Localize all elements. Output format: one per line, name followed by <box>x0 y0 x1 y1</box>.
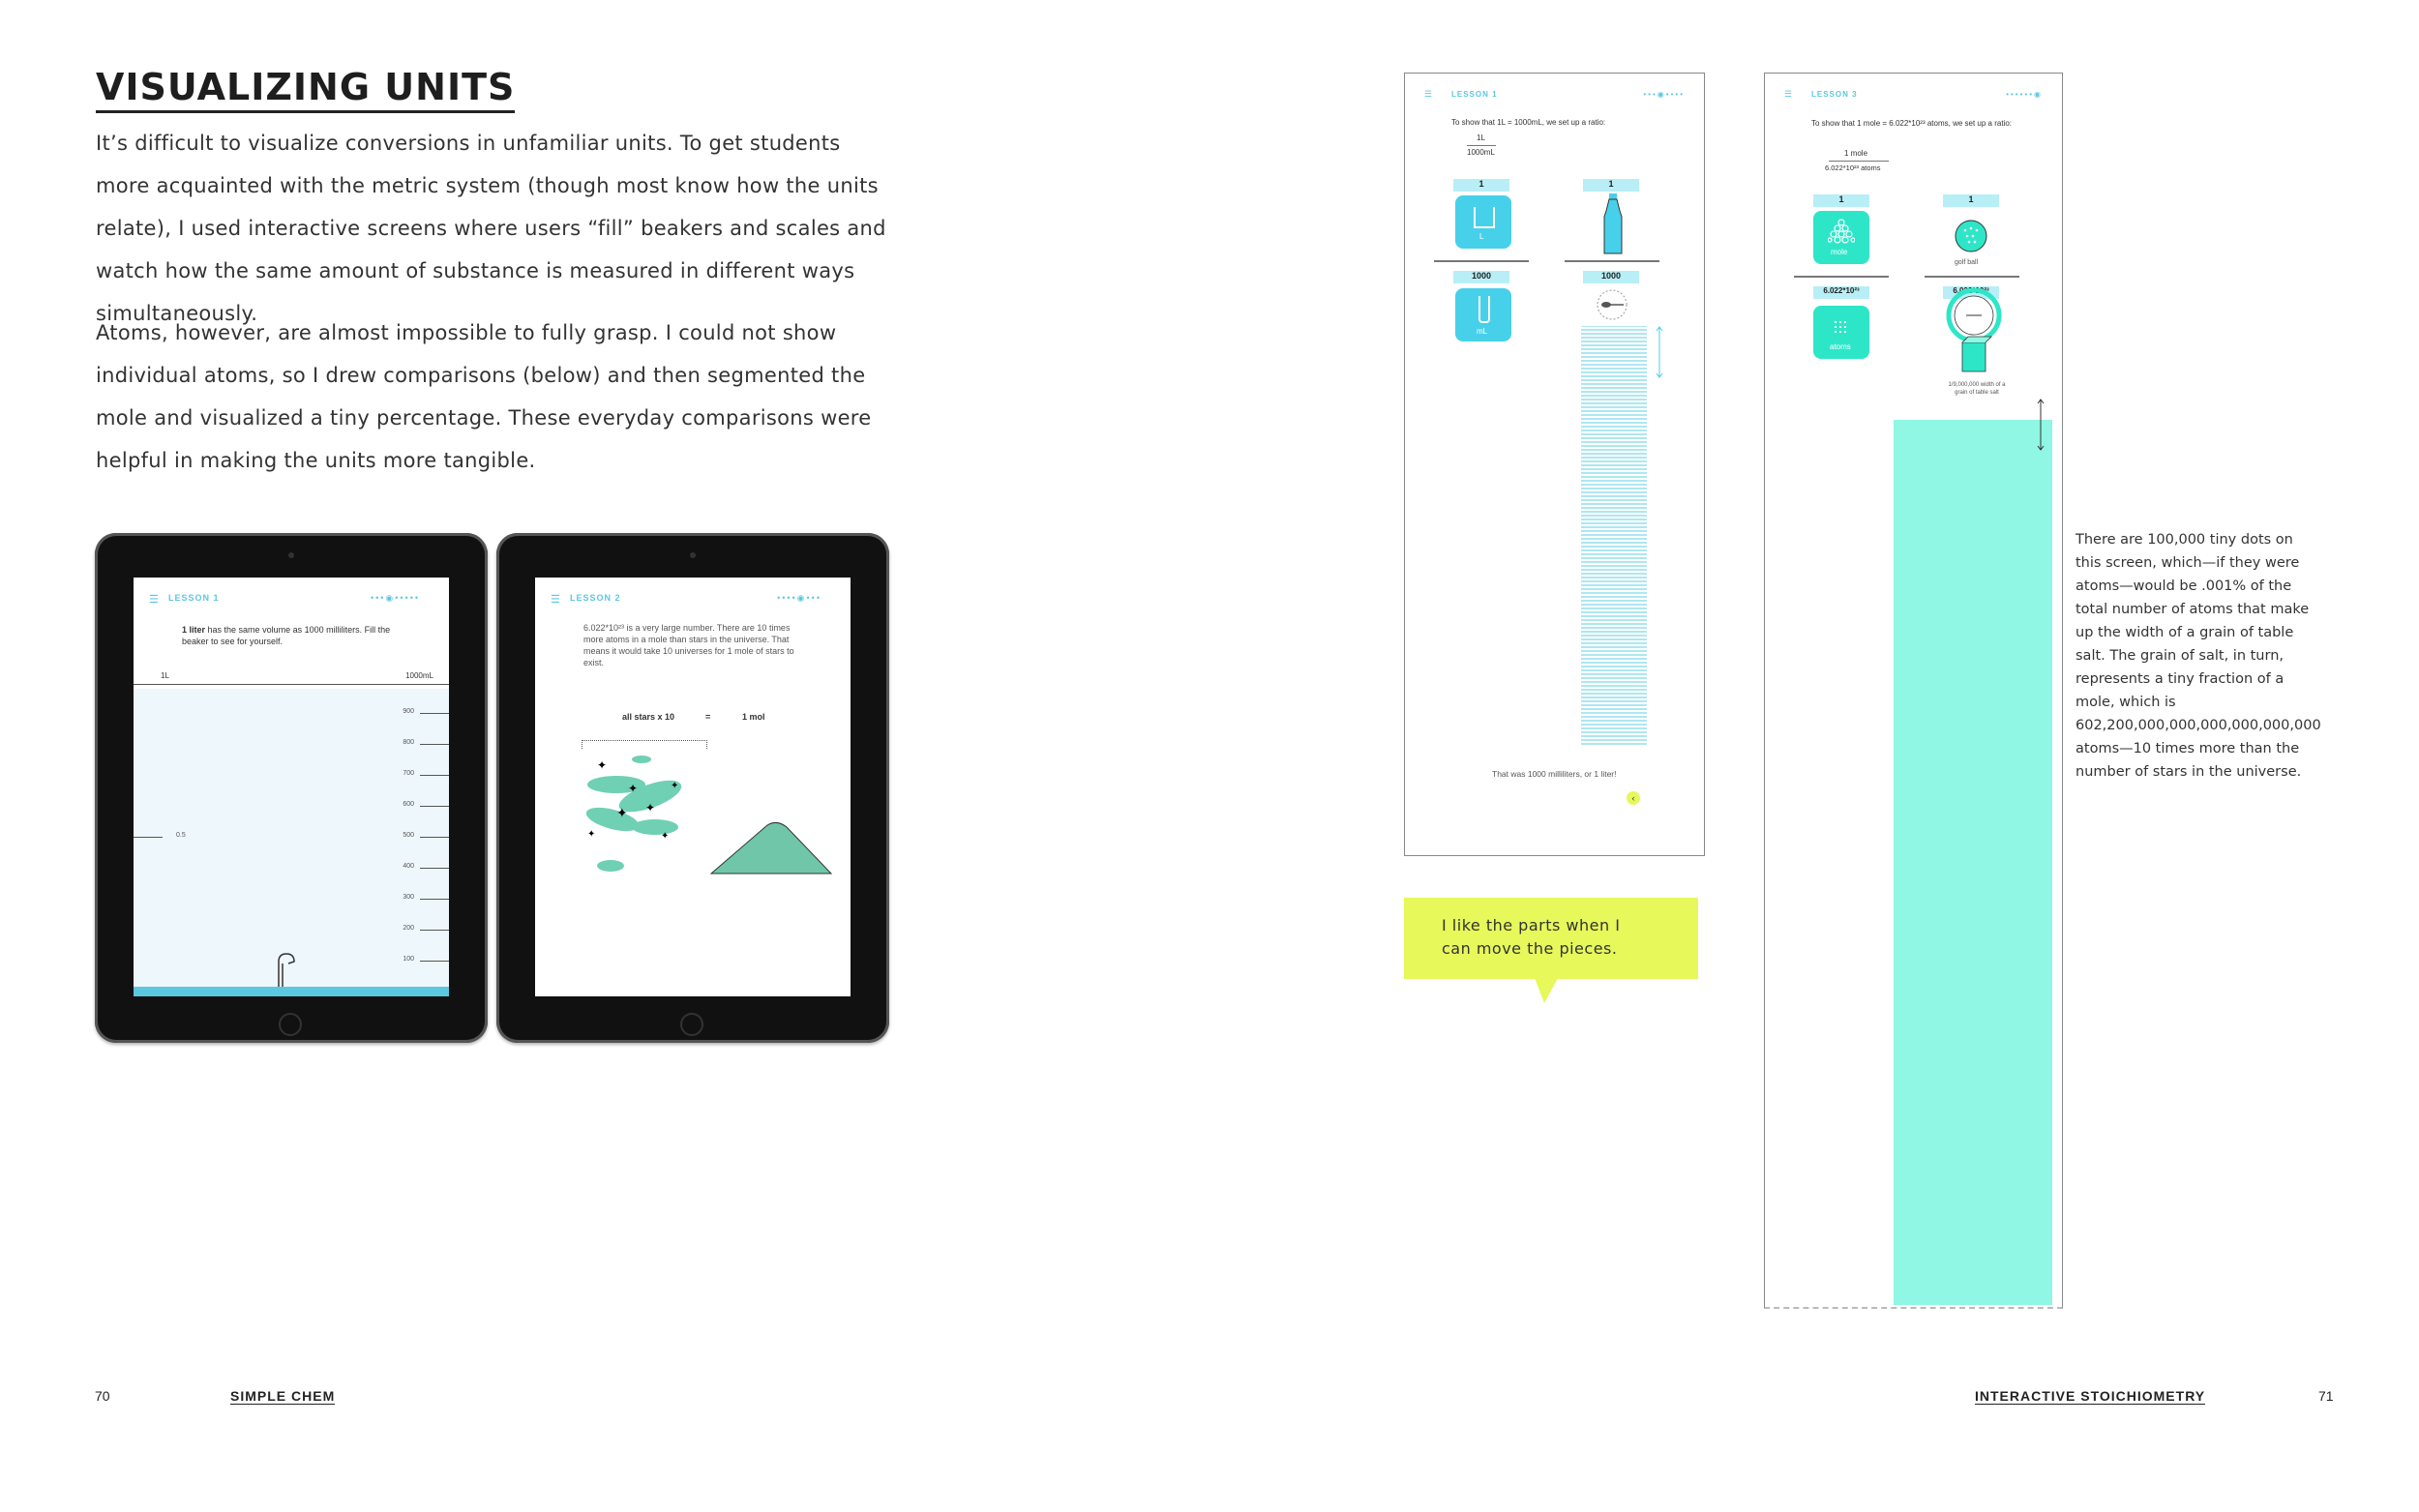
camera-icon <box>690 552 696 558</box>
speech-bubble-text: I like the parts when I can move the pieces. <box>1442 916 1621 958</box>
beaker-left-label: 1L <box>161 671 169 680</box>
salt-grain-magnifier-icon[interactable] <box>1945 288 2003 375</box>
svg-text:✦: ✦ <box>671 781 679 791</box>
pile-icon <box>709 819 835 877</box>
ratio-intro: To show that 1 mole = 6.022*10²³ atoms, we set up a ratio: <box>1811 119 2012 128</box>
ratio-bottom: 1000mL <box>1467 148 1495 157</box>
tablet-lesson-2 <box>496 533 889 1043</box>
lesson-instructions: 1 liter has the same volume as 1000 milliliters. Fill the beaker to see for yourself. <box>182 625 391 646</box>
running-head-left: SIMPLE CHEM <box>230 1388 336 1404</box>
progress-dots-icon: •••◉••••• <box>370 593 420 603</box>
mole-icon[interactable]: mole <box>1813 211 1869 264</box>
golf-ball-icon[interactable] <box>1954 219 1988 253</box>
count-label: 1 <box>1583 179 1639 192</box>
ratio-bottom: 6.022*10²³ atoms <box>1825 163 1881 172</box>
lesson-header <box>551 578 841 607</box>
progress-dots-icon: •••◉•••• <box>1643 90 1685 99</box>
home-button[interactable] <box>680 1013 703 1036</box>
home-button[interactable] <box>279 1013 302 1036</box>
water-level <box>134 987 449 996</box>
lesson-label: LESSON 2 <box>570 593 621 603</box>
beaker-fill-area[interactable]: 900 800 700 600 500 400 300 200 100 0.5 <box>134 689 449 996</box>
lesson-label: LESSON 1 <box>1451 90 1498 99</box>
salt-grain-label: 1/9,000,000 width of a grain of table salt <box>1948 382 2006 396</box>
ratio-top: 1 mole <box>1844 149 1868 158</box>
tablet-lesson-1 <box>95 533 488 1043</box>
progress-dots-icon: ••••◉••• <box>777 593 821 603</box>
galaxy-icon[interactable] <box>578 750 703 885</box>
half-mark-label: 0.5 <box>176 832 186 839</box>
count-label: 1000 <box>1453 271 1509 283</box>
atoms-dot-column <box>1894 420 2052 1305</box>
faucet-icon[interactable] <box>275 950 298 989</box>
golf-ball-label: golf ball <box>1955 259 1979 266</box>
svg-text:✦: ✦ <box>587 829 596 840</box>
svg-text:✦: ✦ <box>597 758 608 772</box>
beaker-milliliter-icon[interactable]: mL <box>1455 288 1511 341</box>
scroll-arrow-icon[interactable] <box>1655 325 1664 379</box>
atoms-paragraph: Atoms, however, are almost impossible to fully grasp. I could not show individual atoms, so I drew comparisons (below) and then segmented the mole and visualized a tiny percentage. These everyday comparisons were helpful in making the units more tangible. <box>96 321 872 472</box>
beaker-liter-icon[interactable]: L <box>1455 195 1511 249</box>
spoon-icon <box>1595 288 1631 321</box>
lesson-3-screen <box>1764 73 2063 1309</box>
equation-equals: = <box>705 712 711 722</box>
count-label: 1 <box>1453 179 1509 192</box>
page-number-left: 70 <box>95 1388 110 1404</box>
lesson-1-screen <box>1404 73 1705 856</box>
lesson-label: LESSON 1 <box>168 593 220 603</box>
menu-icon[interactable]: ☰ <box>1424 89 1433 99</box>
svg-text:✦: ✦ <box>661 831 670 842</box>
water-bottle-icon[interactable] <box>1598 193 1628 255</box>
lesson-result-text: That was 1000 milliliters, or 1 liter! <box>1492 769 1617 779</box>
beaker-right-label: 1000mL <box>405 671 433 680</box>
svg-text:✦: ✦ <box>645 801 656 815</box>
milliliter-column <box>1581 326 1647 745</box>
count-label: 1000 <box>1583 271 1639 283</box>
caption-note: There are 100,000 tiny dots on this screen, which—if they were atoms—would be .001% of the total number of atoms that make up the width of a grain of table salt. The grain of salt, in turn, represents a tiny fraction of a mole, which is 602,200,000,000,000,000,000,000 atoms—10 times more than the number of stars in the universe. <box>2076 532 2321 780</box>
page-title: VISUALIZING UNITS <box>96 66 515 113</box>
svg-text:✦: ✦ <box>628 782 639 795</box>
progress-dots-icon: ••••••◉ <box>2006 90 2043 99</box>
lesson-text: 6.022*10²³ is a very large number. There are 10 times more atoms in a mole than stars in the universe. That means it would take 10 universes for 1 mole of stars to exist. <box>583 623 794 667</box>
count-label: 6.022*10²³ <box>1813 286 1869 299</box>
tablet-screen-1 <box>134 578 449 996</box>
count-label: 1 <box>1813 194 1869 207</box>
tablet-screen-2 <box>535 578 851 996</box>
atoms-icon[interactable]: atoms <box>1813 306 1869 359</box>
lesson-label: LESSON 3 <box>1811 90 1858 99</box>
count-label: 6.022*10²³ <box>1943 286 1999 299</box>
menu-icon[interactable]: ☰ <box>149 594 159 606</box>
page-number-right: 71 <box>2318 1388 2334 1404</box>
speech-bubble-tail <box>1535 978 1558 1003</box>
back-arrow-icon[interactable]: ‹ <box>1627 791 1640 805</box>
equation-right: 1 mol <box>742 712 765 722</box>
count-label: 1 <box>1943 194 1999 207</box>
camera-icon <box>288 552 294 558</box>
intro-paragraph: It’s difficult to visualize conversions in unfamiliar units. To get students more acquainted with the metric system (though most know how the units relate), I used interactive screens where users “fill” beakers and scales and watch how the same amount of substance is measured in different ways simultaneously. <box>96 132 886 325</box>
scroll-arrow-icon[interactable] <box>2036 398 2046 452</box>
svg-text:✦: ✦ <box>616 805 628 820</box>
running-head-right: INTERACTIVE STOICHIOMETRY <box>1975 1388 2206 1404</box>
menu-icon[interactable]: ☰ <box>551 594 560 606</box>
menu-icon[interactable]: ☰ <box>1784 89 1793 99</box>
ratio-intro: To show that 1L = 1000mL, we set up a ratio: <box>1451 118 1606 127</box>
lesson-header <box>149 578 439 607</box>
ratio-top: 1L <box>1477 133 1485 142</box>
equation-left: all stars x 10 <box>622 712 675 722</box>
